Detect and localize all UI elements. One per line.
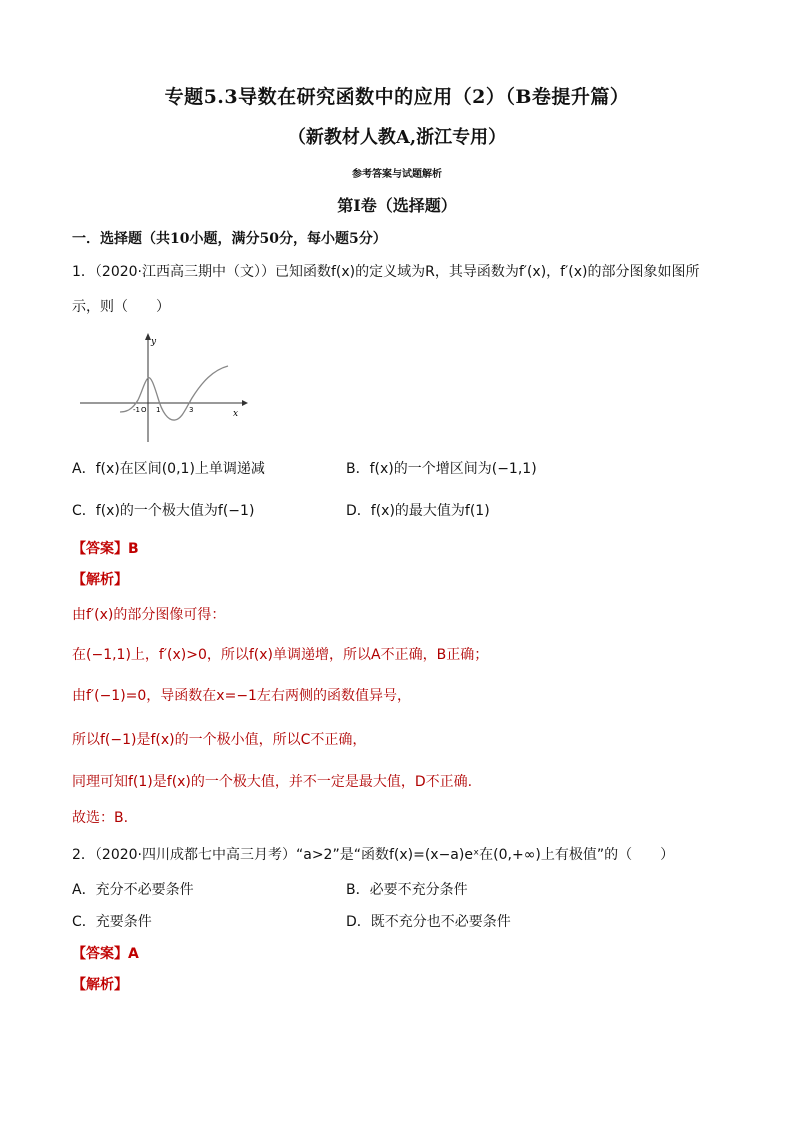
q1-analysis-line4: 所以f(−1)是f(x)的一个极小值，所以C不正确， bbox=[72, 732, 367, 748]
q2-answer: 【答案】A bbox=[72, 946, 139, 962]
q1-option-a: A．f(x)在区间(0,1)上单调递减 bbox=[72, 461, 265, 477]
q2-option-d: D．既不充分也不必要条件 bbox=[346, 914, 511, 930]
q1-stem-line1: 1．（2020·江西高三期中（文））已知函数f(x)的定义域为R，其导函数为f′(x)，f′(x)的部分图象如图所 bbox=[72, 264, 700, 280]
x-axis-arrow bbox=[242, 400, 248, 406]
volume-title: 第Ⅰ卷（选择题） bbox=[337, 196, 457, 215]
q2-option-a: A．充分不必要条件 bbox=[72, 882, 194, 898]
q1-option-b: B．f(x)的一个增区间为(−1,1) bbox=[346, 461, 537, 477]
tick-1: 1 bbox=[156, 406, 161, 414]
q1-analysis-line6: 故选：B. bbox=[72, 810, 129, 826]
q1-derivative-graph bbox=[78, 330, 248, 446]
q1-analysis-line3: 由f′(−1)=0，导函数在x=−1左右两侧的函数值异号， bbox=[72, 688, 411, 704]
tick-neg1: -1 bbox=[133, 406, 140, 414]
q2-option-c: C．充要条件 bbox=[72, 914, 152, 930]
q1-analysis-line5: 同理可知f(1)是f(x)的一个极大值，并不一定是最大值，D不正确. bbox=[72, 774, 473, 790]
title-line-2: （新教材人教A,浙江专用） bbox=[287, 127, 507, 148]
tick-3: 3 bbox=[189, 406, 194, 414]
q1-option-c: C．f(x)的一个极大值为f(−1) bbox=[72, 503, 255, 519]
q1-stem-line2: 示，则（ ） bbox=[72, 299, 170, 315]
q1-analysis-line1: 由f′(x)的部分图像可得： bbox=[72, 607, 226, 623]
x-label: x bbox=[233, 409, 239, 419]
title-line-1: 专题5.3导数在研究函数中的应用（2）（B卷提升篇） bbox=[164, 86, 630, 108]
tick-origin: O bbox=[141, 406, 147, 414]
answer-subtitle: 参考答案与试题解析 bbox=[352, 169, 442, 180]
section-title: 一．选择题（共10小题，满分50分，每小题5分） bbox=[72, 231, 387, 247]
q1-analysis-line2: 在(−1,1)上，f′(x)>0，所以f(x)单调递增，所以A不正确，B正确； bbox=[72, 647, 489, 663]
q2-option-b: B．必要不充分条件 bbox=[346, 882, 468, 898]
q2-analysis-label: 【解析】 bbox=[72, 977, 128, 993]
q1-answer: 【答案】B bbox=[72, 541, 139, 557]
q1-analysis-label: 【解析】 bbox=[72, 572, 128, 588]
q1-option-d: D．f(x)的最大值为f(1) bbox=[346, 503, 490, 519]
q2-stem: 2．（2020·四川成都七中高三月考）“a>2”是“函数f(x)=(x−a)eˣ在(0,+∞)上有极值”的（ ） bbox=[72, 847, 675, 863]
y-label: y bbox=[151, 337, 157, 347]
